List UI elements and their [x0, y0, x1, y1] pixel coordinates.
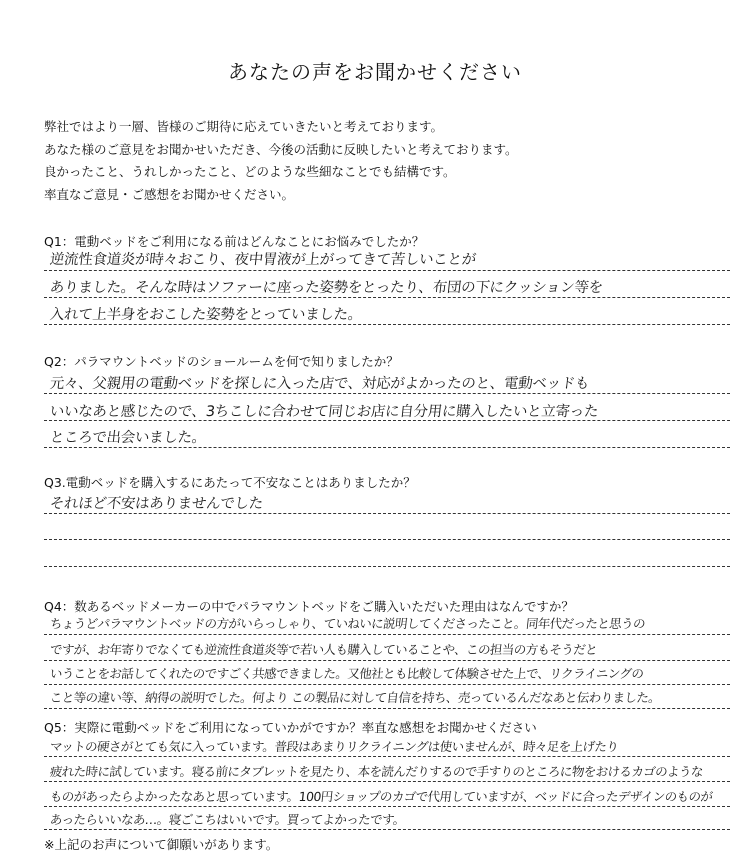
answer-rule — [44, 756, 730, 757]
answer-rule — [44, 420, 730, 421]
intro-line: 弊社ではより一層、皆様のご期待に応えていきたいと考えております。 — [44, 119, 444, 134]
answer-rule — [44, 781, 730, 782]
answer-4-line-1: ちょうどパラマウントベッドの方がいらっしゃり、ていねいに説明してくださったこと。同年代だったと思うの — [49, 616, 646, 631]
answer-4-line-2: ですが、お年寄りでなくても逆流性食道炎等で若い人も購入していることや、この担当の方もそうだと — [49, 642, 598, 657]
answer-rule — [44, 297, 730, 298]
question-2-label: Q2：パラマウントベッドのショールームを何で知りましたか？ — [44, 354, 399, 369]
answer-2-line-2: いいなあと感じたので、3ちこしに合わせて同じお店に自分用に購入したいと立寄った — [49, 404, 599, 420]
question-3-label: Q3.電動ベッドを購入するにあたって不安なことはありましたか？ — [44, 475, 416, 490]
intro-line: 良かったこと、うれしかったこと、どのような些細なことでも結構です。 — [44, 164, 456, 179]
answer-rule — [44, 708, 730, 709]
question-1-label: Q1：電動ベッドをご利用になる前はどんなことにお悩みでしたか？ — [44, 234, 425, 249]
intro-line: あなた様のご意見をお聞かせいただき、今後の活動に反映したいと考えております。 — [44, 141, 518, 157]
answer-rule — [44, 829, 730, 830]
answer-1-line-2: ありました。そんな時はソファーに座った姿勢をとったり、布団の下にクッション等を — [49, 280, 604, 296]
answer-2-line-1: 元々、父親用の電動ベッドを探しに入った店で、対応がよかったのと、電動ベッドも — [49, 376, 590, 392]
answer-5-line-1: マットの硬さがとても気に入っています。普段はあまりリクライニングは使いませんが、時々足を上げたり — [49, 739, 620, 754]
answer-rule — [44, 270, 730, 271]
answer-5-line-4: あったらいいなあ…。寝ごこちはいいです。買ってよかったです。 — [49, 812, 406, 827]
question-5-label: Q5：実際に電動ベッドをご利用になっていかがですか？率直な感想をお聞かせください — [44, 720, 537, 735]
answer-5-line-3: ものがあったらよかったなあと思っています。100円ショップのカゴで代用していますが、ベッドに合ったデザインのものが — [49, 789, 714, 804]
answer-rule — [44, 806, 730, 807]
intro-line: 率直なご意見・ご感想をお聞かせください。 — [44, 186, 295, 202]
answer-5-line-2: 疲れた時に試しています。寝る前にタブレットを見たり、本を読んだりするので手すりのところに物をおけるカゴのような — [49, 764, 704, 779]
footer-note: ※上記のお声について御願いがあります。 — [44, 837, 279, 852]
answer-rule — [44, 539, 730, 540]
answer-4-line-3: いうことをお話してくれたのですごく共感できました。又他社とも比較して体験させた上で、リクライニングの — [49, 666, 645, 681]
answer-2-line-3: ところで出会いました。 — [49, 430, 207, 446]
answer-rule — [44, 324, 730, 325]
answer-rule — [44, 566, 730, 567]
answer-rule — [44, 660, 730, 661]
answer-4-line-4: こと等の違い等、納得の説明でした。何より この製品に対して自信を持ち、売っているんだなあと伝わりました。 — [49, 690, 662, 705]
answer-1-line-1: 逆流性食道炎が時々おこり、夜中胃液が上がってきて苦しいことが — [49, 252, 477, 268]
answer-3-line-1: それほど不安はありませんでした — [49, 496, 264, 512]
answer-rule — [44, 684, 730, 685]
answer-rule — [44, 393, 730, 394]
answer-1-line-3: 入れて上半身をおこした姿勢をとっていました。 — [49, 307, 363, 323]
answer-rule — [44, 447, 730, 448]
question-4-label: Q4：数あるベッドメーカーの中でパラマウントベッドをご購入いただいた理由はなんですか？ — [44, 599, 574, 614]
answer-rule — [44, 634, 730, 635]
intro-text — [44, 116, 724, 206]
page-title: あなたの声をお聞かせください — [228, 60, 522, 84]
answer-rule — [44, 513, 730, 514]
